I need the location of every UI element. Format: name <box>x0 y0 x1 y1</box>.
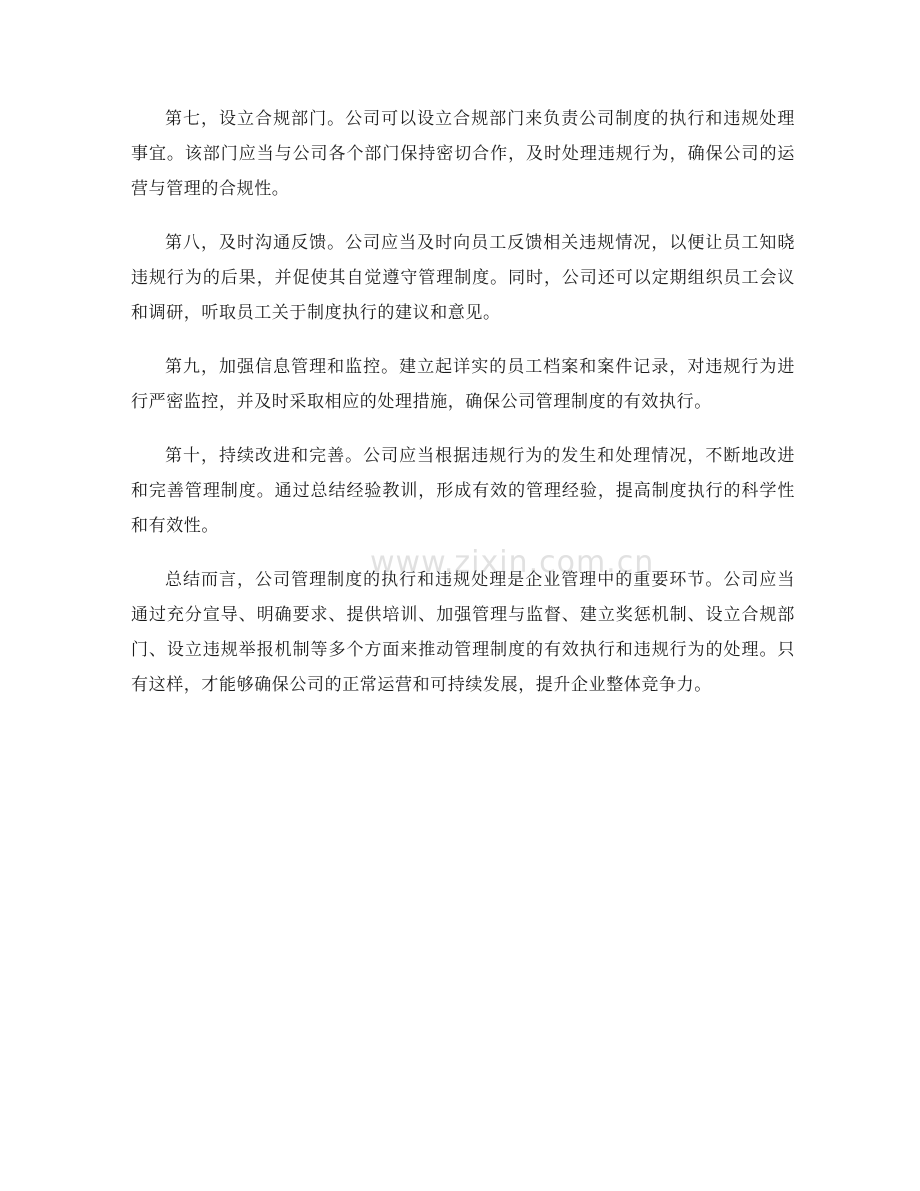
document-body <box>131 102 795 703</box>
watermark: www.zixin.com.cn <box>370 545 655 580</box>
paragraph-compliance-department: 第七，设立合规部门。公司可以设立合规部门来负责公司制度的执行和违规处理事宜。该部门应当与公司各个部门保持密切合作，及时处理违规行为，确保公司的运营与管理的合规性。 <box>131 109 795 199</box>
paragraph-continuous-improvement: 第十，持续改进和完善。公司应当根据违规行为的发生和处理情况，不断地改进和完善管理制度。通过总结经验教训，形成有效的管理经验，提高制度执行的科学性和有效性。 <box>131 446 795 536</box>
paragraph-information-monitoring: 第九，加强信息管理和监控。建立起详实的员工档案和案件记录，对违规行为进行严密监控，并及时采取相应的处理措施，确保公司管理制度的有效执行。 <box>131 357 795 412</box>
paragraph-communication-feedback: 第八，及时沟通反馈。公司应当及时向员工反馈相关违规情况，以便让员工知晓违规行为的后果，并促使其自觉遵守管理制度。同时，公司还可以定期组织员工会议和调研，听取员工关于制度执行的建议和意见。 <box>131 233 795 323</box>
paragraph-summary: 总结而言，公司管理制度的执行和违规处理是企业管理中的重要环节。公司应当通过充分宣导、明确要求、提供培训、加强管理与监督、建立奖惩机制、设立合规部门、设立违规举报机制等多个方面来推动管理制度的有效执行和违规行为的处理。只有这样，才能够确保公司的正常运营和可持续发展，提升企业整体竞争力。 <box>131 570 795 695</box>
